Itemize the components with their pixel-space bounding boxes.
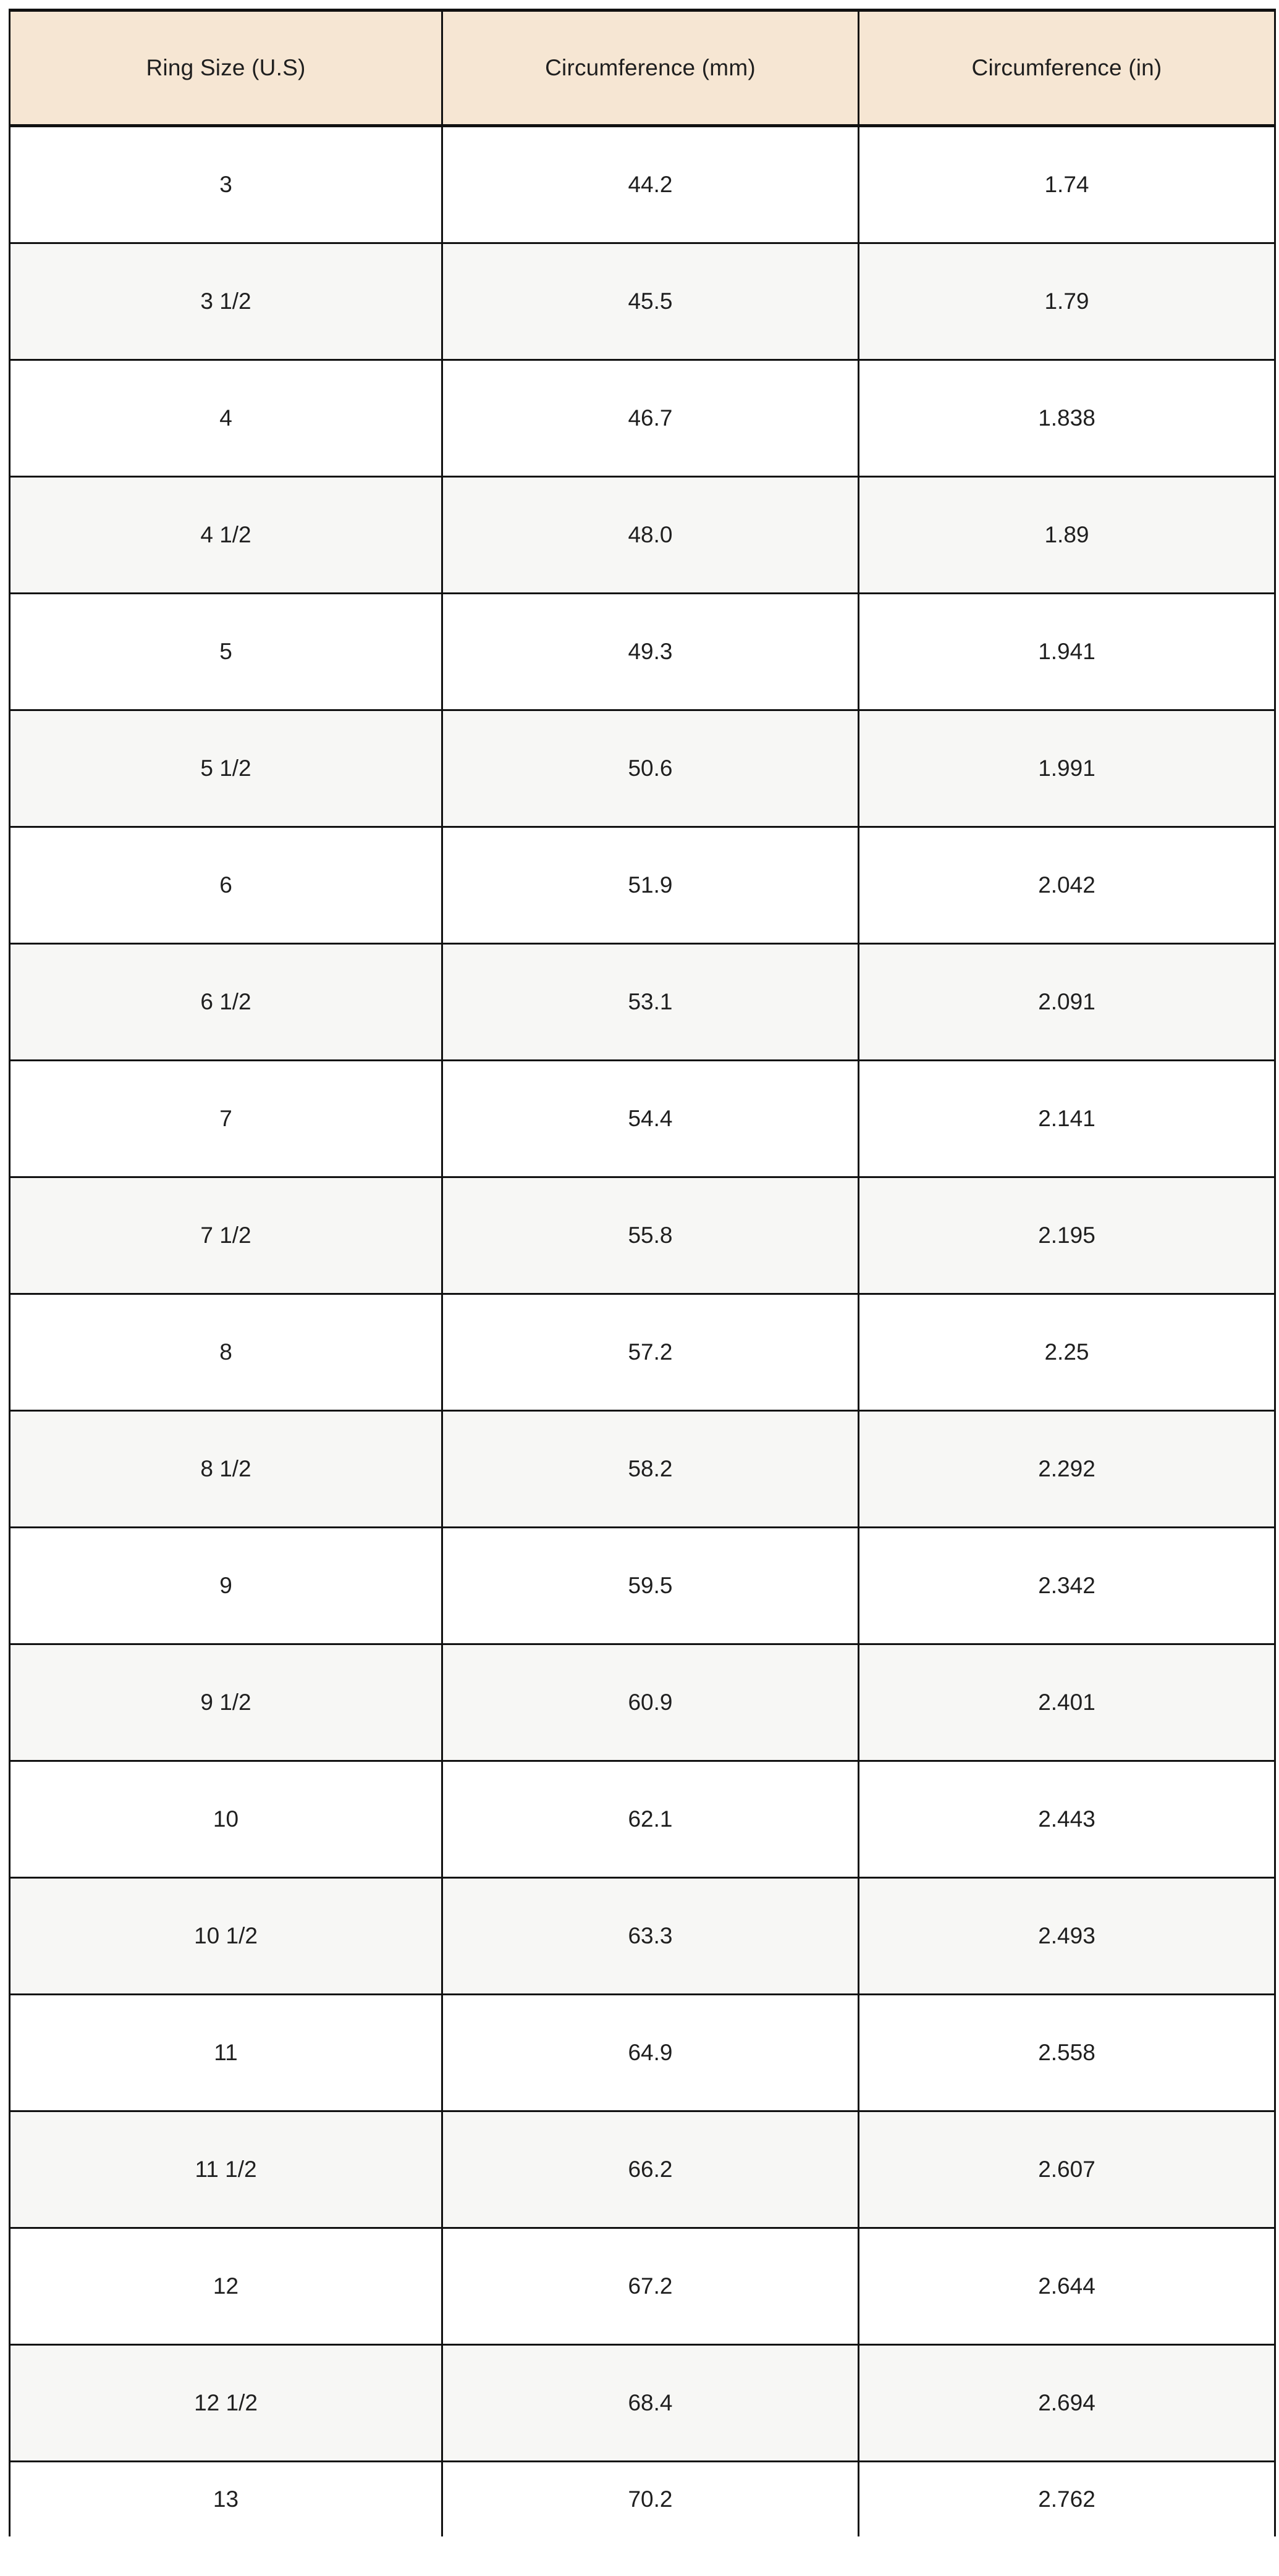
table-row — [10, 2462, 1275, 2537]
cell-circumference-in: 2.342 — [859, 1528, 1275, 1644]
table-row — [10, 1761, 1275, 1878]
table-row — [10, 1061, 1275, 1177]
table-row — [10, 360, 1275, 477]
cell-ring-size: 11 1/2 — [10, 2111, 442, 2228]
cell-circumference-in: 1.941 — [859, 594, 1275, 710]
cell-ring-size: 13 — [10, 2462, 442, 2537]
cell-ring-size: 4 — [10, 360, 442, 477]
cell-circumference-mm: 51.9 — [442, 827, 859, 944]
cell-circumference-mm: 54.4 — [442, 1061, 859, 1177]
cell-ring-size: 6 1/2 — [10, 944, 442, 1061]
cell-circumference-mm: 67.2 — [442, 2228, 859, 2345]
table-row — [10, 1177, 1275, 1294]
cell-ring-size: 6 — [10, 827, 442, 944]
cell-circumference-mm: 64.9 — [442, 1995, 859, 2111]
cell-circumference-in: 1.89 — [859, 477, 1275, 594]
cell-circumference-mm: 60.9 — [442, 1644, 859, 1761]
cell-ring-size: 4 1/2 — [10, 477, 442, 594]
table-row — [10, 2228, 1275, 2345]
column-header-circumference-in: Circumference (in) — [859, 11, 1275, 126]
cell-ring-size: 8 1/2 — [10, 1411, 442, 1528]
table-row — [10, 126, 1275, 243]
cell-circumference-in: 1.991 — [859, 710, 1275, 827]
cell-circumference-in: 2.607 — [859, 2111, 1275, 2228]
cell-ring-size: 5 1/2 — [10, 710, 442, 827]
table-row — [10, 1528, 1275, 1644]
cell-circumference-mm: 46.7 — [442, 360, 859, 477]
table-row — [10, 1411, 1275, 1528]
cell-circumference-mm: 70.2 — [442, 2462, 859, 2537]
cell-ring-size: 12 — [10, 2228, 442, 2345]
cell-circumference-in: 2.443 — [859, 1761, 1275, 1878]
cell-circumference-in: 1.74 — [859, 126, 1275, 243]
cell-circumference-mm: 48.0 — [442, 477, 859, 594]
cell-circumference-in: 2.493 — [859, 1878, 1275, 1995]
cell-circumference-mm: 50.6 — [442, 710, 859, 827]
cell-circumference-in: 2.091 — [859, 944, 1275, 1061]
table-row — [10, 827, 1275, 944]
table-row — [10, 1995, 1275, 2111]
cell-circumference-in: 2.558 — [859, 1995, 1275, 2111]
table-row — [10, 2345, 1275, 2462]
cell-circumference-mm: 63.3 — [442, 1878, 859, 1995]
column-header-ring-size: Ring Size (U.S) — [10, 11, 442, 126]
table-row — [10, 710, 1275, 827]
cell-circumference-in: 2.762 — [859, 2462, 1275, 2537]
cell-ring-size: 9 — [10, 1528, 442, 1644]
cell-ring-size: 12 1/2 — [10, 2345, 442, 2462]
table-row — [10, 1878, 1275, 1995]
cell-circumference-in: 2.644 — [859, 2228, 1275, 2345]
cell-circumference-mm: 44.2 — [442, 126, 859, 243]
cell-circumference-mm: 45.5 — [442, 243, 859, 360]
ring-size-conversion-table — [9, 9, 1276, 2536]
cell-circumference-mm: 68.4 — [442, 2345, 859, 2462]
cell-ring-size: 10 1/2 — [10, 1878, 442, 1995]
table-header — [10, 11, 1275, 126]
cell-circumference-in: 2.042 — [859, 827, 1275, 944]
table-row — [10, 1644, 1275, 1761]
cell-ring-size: 11 — [10, 1995, 442, 2111]
cell-circumference-in: 2.292 — [859, 1411, 1275, 1528]
cell-circumference-mm: 59.5 — [442, 1528, 859, 1644]
cell-ring-size: 3 — [10, 126, 442, 243]
cell-circumference-mm: 57.2 — [442, 1294, 859, 1411]
cell-circumference-in: 2.25 — [859, 1294, 1275, 1411]
cell-circumference-mm: 53.1 — [442, 944, 859, 1061]
cell-circumference-in: 2.141 — [859, 1061, 1275, 1177]
cell-circumference-in: 2.694 — [859, 2345, 1275, 2462]
cell-circumference-mm: 55.8 — [442, 1177, 859, 1294]
cell-ring-size: 9 1/2 — [10, 1644, 442, 1761]
cell-circumference-in: 2.401 — [859, 1644, 1275, 1761]
table-header-row — [10, 11, 1275, 126]
column-header-circumference-mm: Circumference (mm) — [442, 11, 859, 126]
cell-circumference-mm: 66.2 — [442, 2111, 859, 2228]
cell-circumference-mm: 49.3 — [442, 594, 859, 710]
table-row — [10, 477, 1275, 594]
cell-circumference-mm: 58.2 — [442, 1411, 859, 1528]
cell-ring-size: 10 — [10, 1761, 442, 1878]
cell-circumference-in: 1.838 — [859, 360, 1275, 477]
cell-circumference-in: 1.79 — [859, 243, 1275, 360]
cell-ring-size: 7 — [10, 1061, 442, 1177]
cell-circumference-in: 2.195 — [859, 1177, 1275, 1294]
cell-circumference-mm: 62.1 — [442, 1761, 859, 1878]
cell-ring-size: 5 — [10, 594, 442, 710]
table-row — [10, 243, 1275, 360]
cell-ring-size: 8 — [10, 1294, 442, 1411]
cell-ring-size: 3 1/2 — [10, 243, 442, 360]
table-row — [10, 1294, 1275, 1411]
cell-ring-size: 7 1/2 — [10, 1177, 442, 1294]
table-body — [10, 126, 1275, 2537]
document-page — [0, 9, 1279, 2536]
table-row — [10, 944, 1275, 1061]
table-row — [10, 594, 1275, 710]
table-row — [10, 2111, 1275, 2228]
